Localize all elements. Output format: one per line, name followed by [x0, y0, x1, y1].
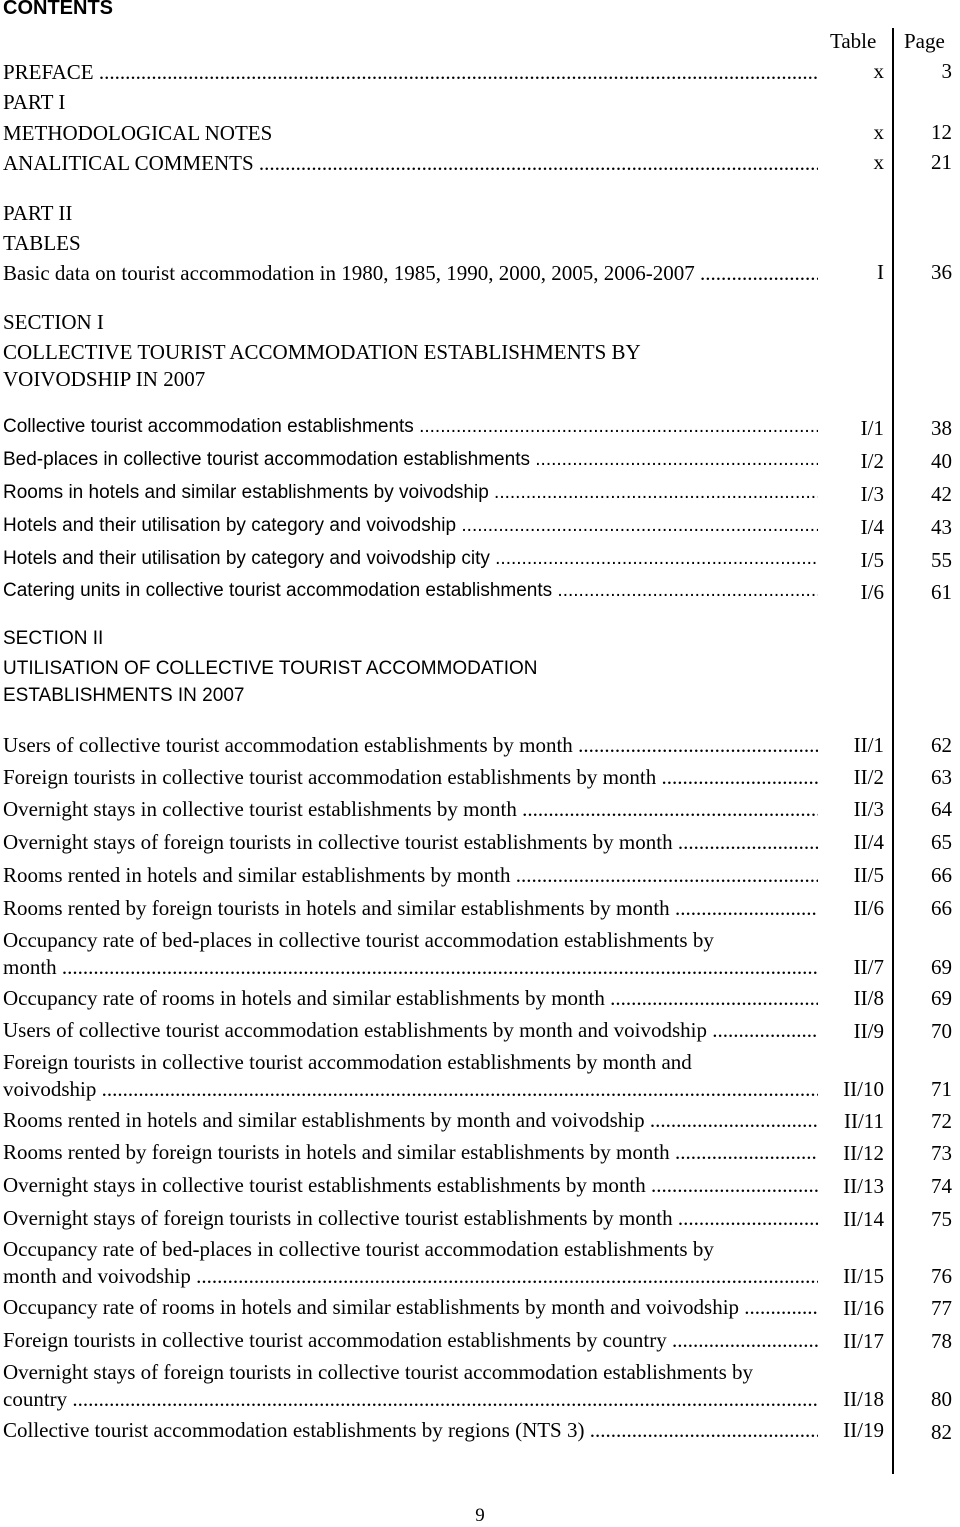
toc-entry-label: voivodship [3, 1077, 97, 1101]
toc-entry-label: Occupancy rate of rooms in hotels and similar establishments by month [3, 986, 605, 1010]
toc-table-ref: II/8 [853, 986, 884, 1010]
toc-table-ref: II/17 [843, 1329, 884, 1353]
toc-page-number: 3 [941, 59, 952, 83]
toc-entry[interactable] [3, 985, 818, 1011]
toc-entry-label: Overnight stays of foreign tourists in collective tourist establishments by month [3, 830, 673, 854]
toc-page-number: 43 [931, 515, 952, 539]
toc-entry[interactable] [3, 862, 818, 888]
toc-table-ref: II/16 [843, 1296, 884, 1320]
toc-entry-basic-data[interactable] [3, 260, 818, 286]
toc-table-ref: II/4 [853, 830, 884, 854]
page-title: CONTENTS [3, 0, 113, 19]
toc-table-ref: II/14 [843, 1207, 884, 1231]
toc-entry-label: Overnight stays of foreign tourists in collective tourist accommodation establishments by [3, 1360, 754, 1384]
section-title: ESTABLISHMENTS IN 2007 [3, 685, 245, 706]
part-heading: PART I [3, 90, 66, 114]
toc-entry-label: Rooms rented in hotels and similar establishments by month and voivodship [3, 1108, 645, 1132]
toc-table-ref: II/5 [853, 863, 884, 887]
toc-entry[interactable] [3, 796, 818, 822]
toc-entry-label: ANALITICAL COMMENTS [3, 151, 254, 175]
toc-page-number: 21 [931, 150, 952, 174]
toc-page-number: 63 [931, 765, 952, 789]
toc-entry-label: Users of collective tourist accommodation establishments by month [3, 733, 573, 757]
toc-table-ref: II/11 [843, 1109, 884, 1133]
toc-entry[interactable] [3, 1417, 818, 1443]
toc-page-number: 66 [931, 896, 952, 920]
toc-table-ref: II/19 [843, 1418, 884, 1442]
toc-table-ref: II/15 [843, 1264, 884, 1288]
toc-page-number: 62 [931, 733, 952, 757]
toc-entry-label: country [3, 1387, 68, 1411]
toc-table-ref: x [873, 59, 884, 83]
section-title: COLLECTIVE TOURIST ACCOMMODATION ESTABLISHMENTS BY [3, 340, 641, 364]
toc-entry-label: Occupancy rate of bed-places in collective tourist accommodation establishments by [3, 1237, 714, 1261]
toc-entry-label: Rooms rented in hotels and similar establishments by month [3, 863, 511, 887]
toc-entry[interactable] [3, 1236, 818, 1290]
toc-entry[interactable] [3, 1017, 818, 1043]
toc-table-ref: I/6 [860, 580, 884, 604]
toc-entry-analitical-comments[interactable] [3, 150, 818, 176]
toc-page-number: 82 [931, 1420, 952, 1444]
toc-entry[interactable] [3, 829, 818, 855]
page-number-footer: 9 [475, 1505, 485, 1526]
toc-page-number: 80 [931, 1387, 952, 1411]
toc-page-number: 55 [931, 548, 952, 572]
toc-table-ref: I/4 [860, 515, 884, 539]
toc-table-ref: II/1 [853, 733, 884, 757]
toc-page-number: 69 [931, 955, 952, 979]
toc-page-number: 36 [931, 260, 952, 284]
toc-entry[interactable] [3, 1172, 818, 1198]
toc-entry-label: PREFACE [3, 60, 94, 84]
toc-page-number: 38 [931, 416, 952, 440]
toc-entry-label: Collective tourist accommodation establishments by regions (NTS 3) [3, 1418, 585, 1442]
toc-entry[interactable] [3, 513, 818, 539]
toc-table-ref: II/12 [843, 1141, 884, 1165]
toc-page-number: 12 [931, 120, 952, 144]
toc-table-ref: II/6 [853, 896, 884, 920]
toc-entry-label: Foreign tourists in collective tourist accommodation establishments by month and [3, 1050, 692, 1074]
toc-table-ref: II/13 [843, 1174, 884, 1198]
section-title: VOIVODSHIP IN 2007 [3, 367, 206, 391]
toc-page-number: 42 [931, 482, 952, 506]
toc-table-ref: I [877, 260, 884, 284]
section-heading: SECTION I [3, 310, 104, 334]
toc-entry[interactable] [3, 414, 818, 440]
part-subheading: TABLES [3, 231, 81, 255]
toc-page-number: 76 [931, 1264, 952, 1288]
toc-entry[interactable] [3, 1294, 818, 1320]
toc-entry-label: Overnight stays in collective tourist establishments establishments by month [3, 1173, 646, 1197]
toc-page-number: 69 [931, 986, 952, 1010]
section-heading: SECTION II [3, 628, 104, 649]
toc-page-number: 71 [931, 1077, 952, 1101]
toc-table-ref: II/18 [843, 1387, 884, 1411]
toc-table-ref: II/9 [853, 1019, 884, 1043]
table-column-header: Table [830, 29, 877, 53]
toc-entry-label: METHODOLOGICAL NOTES [3, 121, 273, 145]
toc-table-ref: I/5 [860, 548, 884, 572]
toc-page-number: 78 [931, 1329, 952, 1353]
toc-page-number: 70 [931, 1019, 952, 1043]
toc-entry[interactable] [3, 1327, 818, 1353]
toc-page-number: 65 [931, 830, 952, 854]
toc-entry-label: Foreign tourists in collective tourist accommodation establishments by month [3, 765, 657, 789]
toc-entry[interactable] [3, 447, 818, 473]
toc-entry[interactable] [3, 927, 818, 981]
toc-entry-label: month and voivodship [3, 1264, 191, 1288]
toc-table-ref: II/7 [853, 955, 884, 979]
part-heading: PART II [3, 201, 73, 225]
toc-page-number: 77 [931, 1296, 952, 1320]
toc-table-ref: II/10 [843, 1077, 884, 1101]
toc-page-number: 72 [931, 1109, 952, 1133]
column-rule [892, 28, 894, 1474]
toc-entry[interactable] [3, 1359, 818, 1413]
toc-entry-label: Occupancy rate of rooms in hotels and similar establishments by month and voivodship [3, 1295, 740, 1319]
toc-entry-label: Users of collective tourist accommodation establishments by month and voivodship [3, 1018, 707, 1042]
toc-entry-label: Hotels and their utilisation by category and voivodship city [3, 548, 490, 569]
toc-entry-label: Rooms rented by foreign tourists in hotels and similar establishments by month [3, 1140, 670, 1164]
toc-entry[interactable] [3, 1049, 818, 1103]
toc-page-number: 64 [931, 797, 952, 821]
toc-page-number: 73 [931, 1141, 952, 1165]
toc-page-number: 66 [931, 863, 952, 887]
toc-entry-label: Bed-places in collective tourist accommodation establishments [3, 449, 530, 470]
toc-entry-label: Basic data on tourist accommodation in 1980, 1985, 1990, 2000, 2005, 2006-2007 [3, 261, 695, 285]
toc-entry[interactable] [3, 764, 818, 790]
toc-table-ref: x [873, 150, 884, 174]
toc-entry[interactable] [3, 732, 818, 758]
toc-page-number: 61 [931, 580, 952, 604]
toc-entry-label: Collective tourist accommodation establishments [3, 416, 414, 437]
toc-page-number: 40 [931, 449, 952, 473]
toc-entry[interactable] [3, 1107, 818, 1133]
toc-entry[interactable] [3, 1205, 818, 1231]
toc-table-ref: II/2 [853, 765, 884, 789]
section-title: UTILISATION OF COLLECTIVE TOURIST ACCOMMODATION [3, 658, 538, 679]
toc-entry[interactable] [3, 578, 818, 604]
toc-entry-label: Overnight stays of foreign tourists in collective tourist establishments by month [3, 1206, 673, 1230]
toc-entry-methodological-notes[interactable] [3, 120, 818, 146]
toc-table-ref: II/3 [853, 797, 884, 821]
toc-entry[interactable] [3, 1139, 818, 1165]
toc-entry-label: Hotels and their utilisation by category and voivodship [3, 515, 457, 536]
toc-entry-label: Rooms in hotels and similar establishments by voivodship [3, 482, 489, 503]
toc-entry[interactable] [3, 546, 818, 572]
toc-entry[interactable] [3, 480, 818, 506]
toc-page-number: 74 [931, 1174, 952, 1198]
toc-table-ref: I/1 [860, 416, 884, 440]
toc-entry[interactable] [3, 895, 818, 921]
page-column-header: Page [904, 29, 945, 53]
toc-entry-label: month [3, 955, 57, 979]
toc-table-ref: I/3 [860, 482, 884, 506]
toc-entry-label: Rooms rented by foreign tourists in hotels and similar establishments by month [3, 896, 670, 920]
toc-entry-label: Catering units in collective tourist accommodation establishments [3, 580, 553, 601]
toc-entry-label: Occupancy rate of bed-places in collective tourist accommodation establishments by [3, 928, 714, 952]
toc-entry-preface[interactable] [3, 59, 818, 85]
toc-entry-label: Foreign tourists in collective tourist accommodation establishments by country [3, 1328, 667, 1352]
toc-table-ref: I/2 [860, 449, 884, 473]
toc-page-number: 75 [931, 1207, 952, 1231]
toc-entry-label: Overnight stays in collective tourist establishments by month [3, 797, 517, 821]
toc-table-ref: x [873, 120, 884, 144]
